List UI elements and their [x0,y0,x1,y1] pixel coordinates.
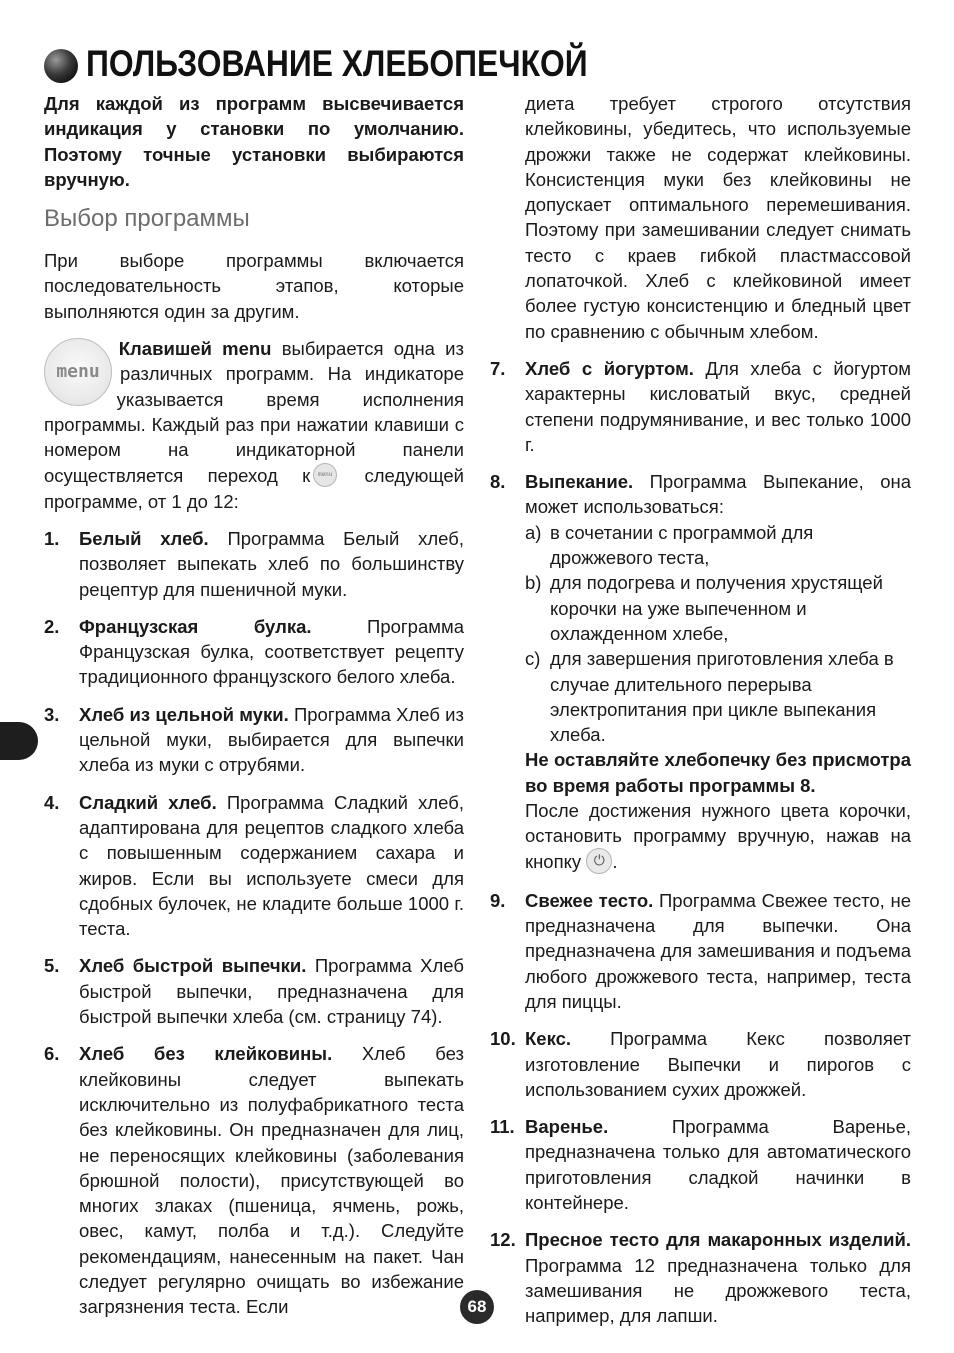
program-name: Белый хлеб. [79,527,209,549]
program-number: 6. [44,1043,60,1065]
program-name: Кекс. [525,1028,572,1050]
program-name: Выпекание. [525,471,634,493]
program-name: Варенье. [525,1116,609,1138]
program-name: Сладкий хлеб. [79,791,217,813]
program-text: Программа Кекс позволяет изготовление Выпечки и пирогов с использованием сухих дрожжей. [525,1028,911,1100]
program-name: Французская булка. [79,615,312,637]
title-row [44,40,669,88]
program-number: 11. [490,1116,515,1138]
program-text: Программа Свежее тесто, не предназначена для выпечки. Она предназначена для замешивания и подъема любого дрожжевого теста, например, теста для пиццы. [525,889,911,1012]
program-item-4 [44,790,464,942]
program-item-6-continued [490,91,911,344]
bullet-ball-icon [44,49,78,83]
menu-key-bold: Клавишей menu [118,338,272,360]
bake-option-c [525,646,911,747]
section-text: При выборе программы включается последовательность этапов, которые выполняются один за другим. [44,250,464,322]
program-name: Хлеб с йогуртом. [525,357,694,379]
program-text: диета требует строгого отсутствия клейковины, убедитесь, что используемые дрожжи также не содержат клейковины. Консистенция муки без клейковины не допускает оптимального перемешивания. Поэтому при замешивании следует снимать тесто с краев гибкой пластмассовой лопаточкой. Хлеб с клейковиной имеет более густую консистенцию и бледный цвет по сравнению с обычным хлебом. [525,93,911,342]
program-number: 5. [44,955,60,977]
program-item-5 [44,953,464,1029]
program-number: 4. [44,791,60,813]
program-name: Хлеб без клейковины. [79,1043,333,1065]
option-label: b) [525,572,542,594]
program-text: Программа 12 предназначена только для замешивания не дрожжевого теста, например, для лапши. [525,1254,911,1327]
program-item-3 [44,702,464,778]
menu-button-icon [44,338,112,406]
program-item-10 [490,1026,911,1102]
page-number: 68 [460,1290,494,1324]
program-number: 1. [44,527,60,549]
program-text: Программа Варенье, предназначена только для автоматического приготовления сладкой начинки в контейнере. [525,1116,911,1213]
program-text: Программа Французская булка, соответствует рецепту традиционного французского белого хлеба. [79,615,464,688]
bake-option-a [525,520,911,571]
program-text: Программа Выпекание, она может использоваться: [525,471,911,518]
program-number: 9. [490,889,506,911]
page-title: ПОЛЬЗОВАНИЕ ХЛЕБОПЕЧКОЙ [86,43,588,84]
program-text: Программа Хлеб из цельной муки, выбирается для выпечки хлеба из муки с отрубями. [79,703,464,776]
option-text: для завершения приготовления хлеба в случае длительного перерыва электропитания при цикле выпекания хлеба. [550,648,894,746]
program-item-6 [44,1041,464,1319]
bake-warning: Не оставляйте хлебопечку без присмотра во время работы программы 8. [525,749,911,796]
program-name: Свежее тесто. [525,889,654,911]
program-text: Программа Белый хлеб, позволяет выпекать хлеб по большинству рецептур для пшеничной муки. [79,527,464,600]
program-number: 2. [44,615,60,637]
option-label: c) [525,648,541,670]
menu-mini-icon: menu [313,463,337,487]
option-text: в сочетании с программой для дрожжевого теста, [550,521,814,569]
menu-block [44,336,464,514]
program-text: Хлеб без клейковины следует выпекать исключительно из полуфабрикатного теста без клейковины. Он предназначен для лиц, не переносящих клейковины (заболевания брюшной полости), присутствующей во многих злаках (пшеница, ячмень, рожь, овес, камут, полба и т.д.). Следуйте рекомендациям, нанесенным на пакет. Чан следует регулярно очищать во избежание загрязнения теста. Если [79,1043,464,1318]
program-item-9 [490,888,911,1014]
program-text: Программа Хлеб быстрой выпечки, предназначена для быстрой выпечки хлеба (см. страницу 74). [79,955,464,1028]
power-icon: ⏻ [586,848,612,874]
program-item-12 [490,1227,911,1328]
program-number: 7. [490,357,506,379]
intro-text: Для каждой из программ высвечивается индикация у становки по умолчанию. Поэтому точные установки выбираются вручную. [44,93,464,190]
option-label: a) [525,521,542,543]
menu-text: выбирается одна из различных программ. На индикаторе указывается время исполнения программы. Каждый раз при нажатии клавиши с номером на индикаторной панели осуществляется переход к [44,338,465,486]
program-name: Хлеб из цельной муки. [79,703,289,725]
bake-note: После достижения нужного цвета корочки, остановить программу вручную, нажав на кнопку ⏻ . [525,798,911,876]
program-name: Пресное тесто для макаронных изделий. [525,1229,911,1251]
program-number: 8. [490,471,506,493]
program-item-7 [490,356,911,457]
program-text: Программа Сладкий хлеб, адаптирована для рецептов сладкого хлеба с повышенным содержанием сахара и жиров. Если вы используете смеси для сдобных булочек, не кладите больше 1000 г. теста. [79,791,464,940]
program-number: 12. [490,1229,516,1251]
right-column [490,91,911,1328]
option-text: для подогрева и получения хрустящей корочки на уже выпеченном и охлажденном хлебе, [550,572,883,644]
menu-text-after: следующей программе, от 1 до 12: [44,464,464,512]
program-item-11 [490,1114,911,1215]
program-number: 10. [490,1028,516,1050]
program-name: Хлеб быстрой выпечки. [79,955,307,977]
section-heading: Выбор программы [44,205,250,233]
program-text: Для хлеба с йогуртом характерны кисловатый вкус, средней степени подрумянивание, и вес только 1000 г. [525,357,911,455]
side-tab-marker [0,722,38,760]
program-number: 3. [44,703,60,725]
program-item-2 [44,614,464,690]
menu-button-label: menu [56,361,100,383]
program-item-1 [44,526,464,602]
program-item-8 [490,469,911,876]
bake-option-b [525,570,911,646]
left-column [44,91,464,1320]
